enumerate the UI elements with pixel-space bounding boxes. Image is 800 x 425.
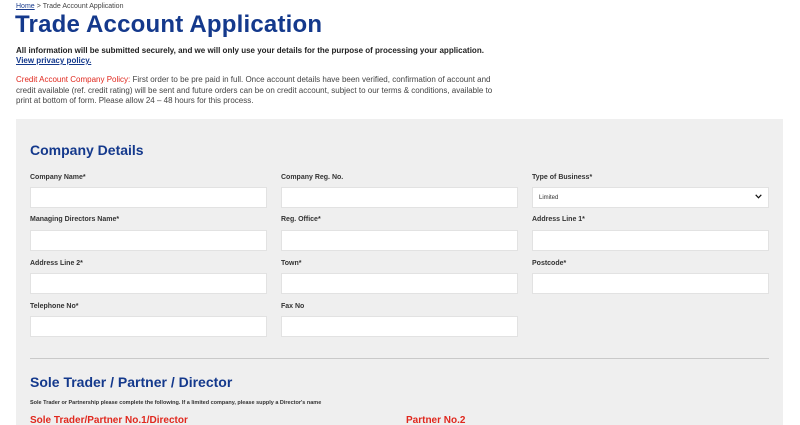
address-line-2-label: Address Line 2* (30, 260, 83, 267)
sole-trader-partner-1-title: Sole Trader/Partner No.1/Director (30, 415, 188, 425)
credit-policy (16, 75, 506, 107)
managing-directors-name-input[interactable] (30, 230, 267, 251)
company-name-label: Company Name* (30, 174, 86, 181)
town-input[interactable] (281, 273, 518, 294)
telephone-no-label: Telephone No* (30, 303, 79, 310)
company-name-input[interactable] (30, 187, 267, 208)
section-divider (30, 358, 769, 359)
type-of-business-label: Type of Business* (532, 174, 593, 181)
town-label: Town* (281, 260, 302, 267)
chevron-down-icon (755, 194, 762, 201)
fax-no-input[interactable] (281, 316, 518, 337)
type-of-business-select[interactable] (532, 187, 769, 208)
address-line-1-label: Address Line 1* (532, 216, 585, 223)
fax-no-label: Fax No (281, 303, 305, 310)
address-line-2-input[interactable] (30, 273, 267, 294)
postcode-input[interactable] (532, 273, 769, 294)
intro-text: All information will be submitted securely, and we will only use your details for the purpose of processing your application. (16, 46, 484, 55)
type-of-business-value: Limited (539, 194, 559, 201)
company-details-title: Company Details (30, 142, 144, 158)
postcode-label: Postcode* (532, 260, 567, 267)
sole-trader-section-title: Sole Trader / Partner / Director (30, 374, 233, 390)
breadcrumb-home-link[interactable]: Home (16, 3, 35, 10)
company-reg-no-label: Company Reg. No. (281, 174, 344, 181)
company-reg-no-input[interactable] (281, 187, 518, 208)
breadcrumb-separator: > (36, 3, 41, 10)
address-line-1-input[interactable] (532, 230, 769, 251)
reg-office-label: Reg. Office* (281, 216, 321, 223)
managing-directors-name-label: Managing Directors Name* (30, 216, 120, 223)
sole-trader-note: Sole Trader or Partnership please complete the following. If a limited company, please supply a Director's name (30, 400, 322, 406)
telephone-no-input[interactable] (30, 316, 267, 337)
privacy-policy-link[interactable]: View privacy policy. (16, 56, 92, 65)
partner-2-title: Partner No.2 (406, 415, 466, 425)
credit-policy-text: First order to be pre paid in full. Once account details have been verified, confirmation of account and credit available (ref. credit rating) will be sent and future orders can be on credit account, subject to our terms & conditions, available to print at bottom of form. Please allow 24 – 48 hours for this process. (16, 75, 493, 105)
reg-office-input[interactable] (281, 230, 518, 251)
page-title: Trade Account Application (15, 11, 323, 38)
breadcrumb-current: Trade Account Application (42, 3, 124, 10)
credit-policy-label: Credit Account Company Policy: (16, 75, 131, 84)
breadcrumb (16, 3, 123, 10)
